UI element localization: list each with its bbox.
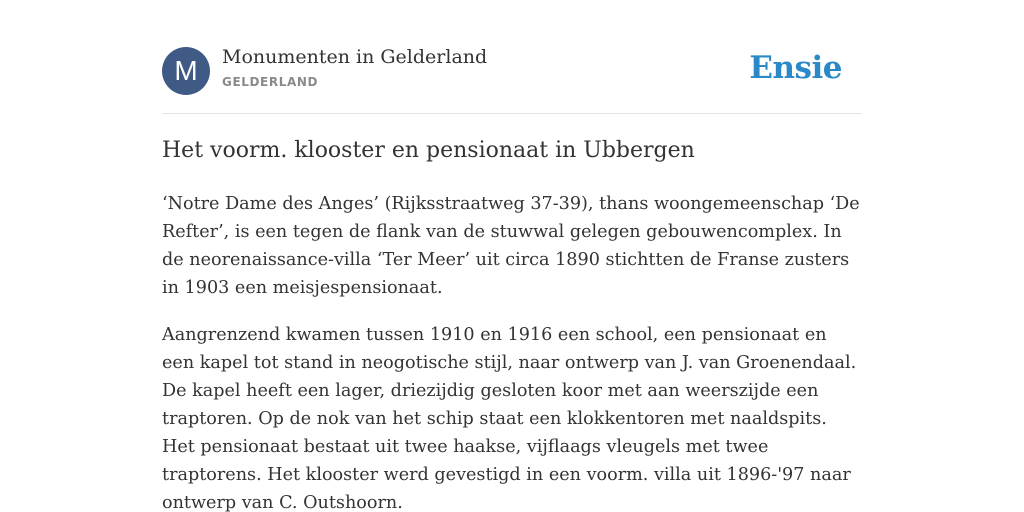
- divider: [162, 113, 862, 114]
- brand-logo[interactable]: Ensie: [749, 50, 842, 86]
- source-subtitle[interactable]: GELDERLAND: [222, 75, 319, 89]
- header: [162, 46, 862, 96]
- article-body: [162, 190, 862, 512]
- source-title[interactable]: Monumenten in Gelderland: [222, 46, 488, 68]
- avatar[interactable]: M: [162, 47, 210, 95]
- article-title: Het voorm. klooster en pensionaat in Ubbergen: [162, 138, 695, 163]
- paragraph: ‘Notre Dame des Anges’ (Rijksstraatweg 37-39), thans woongemeenschap ‘De Refter’, is een tegen de flank van de stuwwal gelegen gebouwencomplex. In de neorenaissance-villa ‘Ter Meer’ uit circa 1890 stichtten de Franse zusters in 1903 een meisjespensionaat.: [162, 194, 860, 298]
- paragraph: Aangrenzend kwamen tussen 1910 en 1916 een school, een pensionaat en een kapel tot stand in neogotische stijl, naar ontwerp van J. van Groenendaal. De kapel heeft een lager, driezijdig gesloten koor met aan weerszijde een traptoren. Op de nok van het schip staat een klokkentoren met naaldspits. Het pensionaat bestaat uit twee haakse, vijflaags vleugels met twee traptorens. Het klooster werd gevestigd in een voorm. villa uit 1896-'97 naar ontwerp van C. Outshoorn.: [162, 325, 857, 512]
